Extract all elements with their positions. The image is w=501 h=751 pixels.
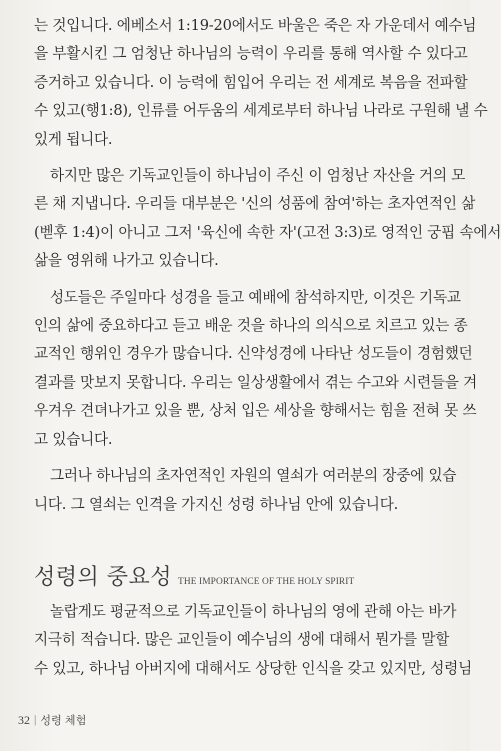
paragraph-4 (34, 462, 457, 519)
section-paragraph-1 (34, 598, 472, 683)
section-subtitle: THE IMPORTANCE OF THE HOLY SPIRIT (178, 577, 355, 587)
section-body (34, 598, 472, 683)
text-line: 수 있고(행1:8), 인류를 어두움의 세계로부터 하나님 나라로 구원해 낼 수 (34, 102, 488, 120)
text-line: 교적인 행위인 경우가 많습니다. 신약성경에 나타난 성도들이 경험했던 (34, 345, 473, 363)
text-line: 증거하고 있습니다. 이 능력에 힘입어 우리는 전 세계로 복음을 전파할 (34, 73, 468, 91)
paragraph-1 (34, 12, 488, 154)
text-line: (벧후 1:4)이 아니고 그저 '육신에 속한 자'(고전 3:3)로 영적인 궁핍 속에서 (34, 223, 501, 241)
text-line: 고 있습니다. (34, 430, 113, 448)
text-line: 인의 삶에 중요하다고 듣고 배운 것을 하나의 의식으로 치르고 있는 종 (34, 317, 468, 335)
paragraph-gap (34, 276, 438, 284)
text-line: 우겨우 견뎌나가고 있을 뿐, 상처 입은 세상을 향해서는 힘을 전혀 못 쓰 (34, 402, 477, 420)
text-line: 니다. 그 열쇠는 인격을 가지신 성령 하나님 안에 있습니다. (34, 495, 399, 513)
section-title: 성령의 중요성 (34, 565, 173, 590)
section-heading (34, 560, 438, 591)
text-line: 있게 됩니다. (34, 130, 113, 148)
text-line: 놀랍게도 평균적으로 기독교인들이 하나님의 영에 관해 아는 바가 (50, 603, 457, 620)
page-number: 32 (18, 712, 30, 727)
text-line: 성도들은 주일마다 성경을 들고 예배에 참석하지만, 이것은 기독교 (50, 288, 461, 306)
text-line: 결과를 맛보지 못합니다. 우리는 일상생활에서 겪는 수고와 시련들을 겨 (34, 373, 477, 391)
text-line: 수 있고, 하나님 아버지에 대해서도 상당한 인식을 갖고 있지만, 성령님 (34, 659, 472, 677)
body-text (34, 12, 501, 519)
text-line: 삶을 영위해 나가고 있습니다. (34, 252, 219, 270)
paragraph-2 (34, 162, 501, 276)
paragraph-3 (34, 284, 477, 454)
running-title: 성령 체험 (40, 715, 87, 727)
text-line: 을 부활시킨 그 엄청난 하나님의 능력이 우리를 통해 역사할 수 있다고 (34, 45, 468, 63)
page-footer (18, 712, 87, 728)
text-line: 지극히 적습니다. 많은 교인들이 예수님의 생에 대해서 뭔가를 말할 (34, 631, 450, 649)
footer-separator: | (34, 714, 37, 726)
text-line: 하지만 많은 기독교인들이 하나님이 주신 이 엄청난 자산을 거의 모 (50, 167, 466, 185)
paragraph-gap (34, 454, 438, 462)
text-line: 른 채 지냅니다. 우리들 대부분은 '신의 성품에 참여'하는 초자연적인 삶 (34, 195, 476, 213)
paragraph-gap (34, 154, 438, 162)
text-line: 그러나 하나님의 초자연적인 자원의 열쇠가 여러분의 장중에 있습 (50, 467, 457, 485)
text-line: 는 것입니다. 에베소서 1:19-20에서도 바울은 죽은 자 가운데서 예수님 (34, 17, 477, 34)
